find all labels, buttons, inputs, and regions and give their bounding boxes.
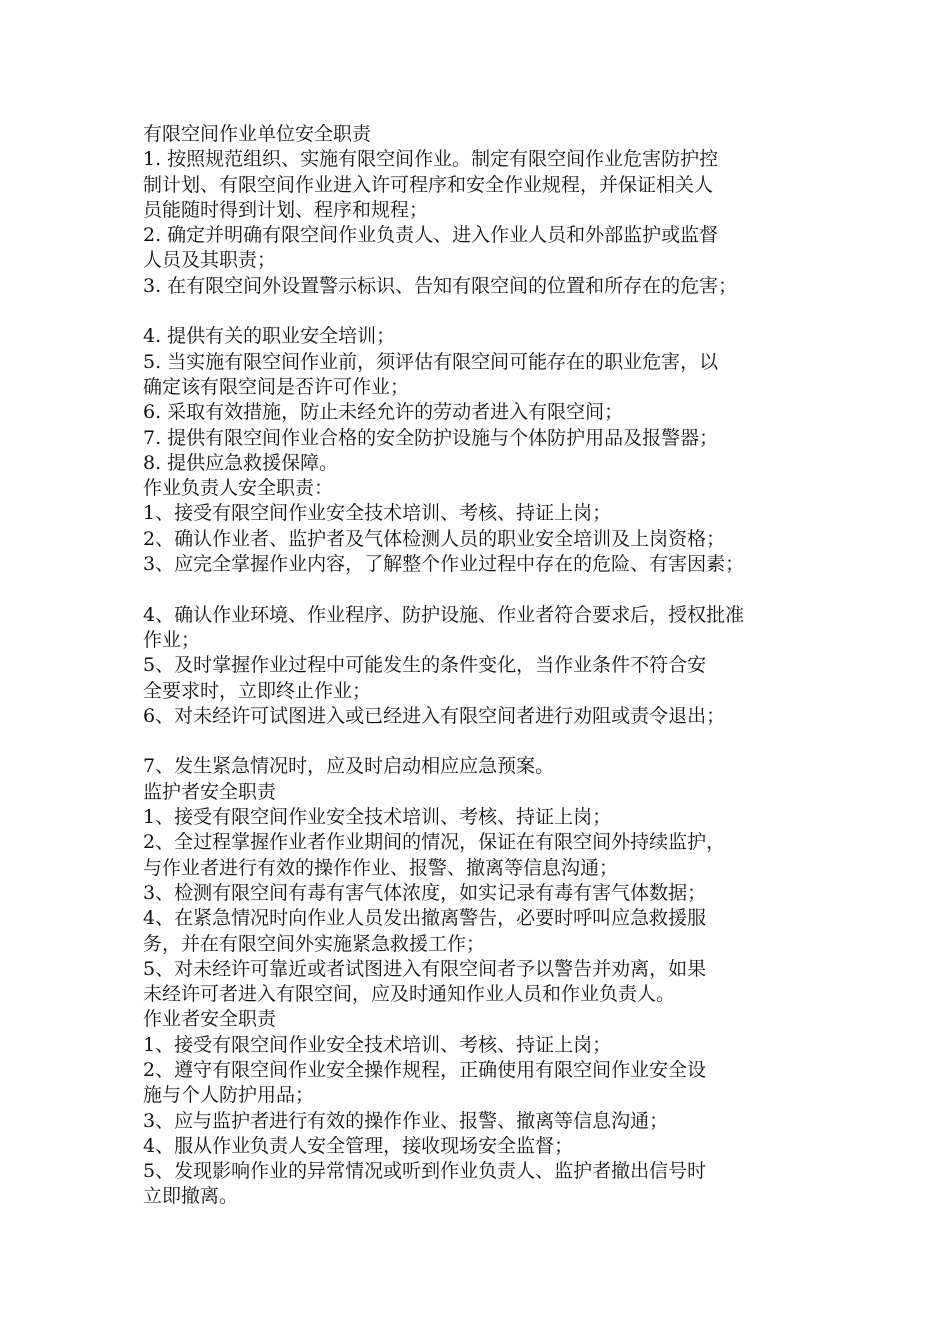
text-line: 4、确认作业环境、作业程序、防护设施、作业者符合要求后，授权批准 bbox=[143, 603, 745, 626]
text-line: 施与个人防护用品； bbox=[143, 1084, 315, 1107]
text-line: 1、接受有限空间作业安全技术培训、考核、持证上岗； bbox=[143, 502, 612, 525]
text-line: 5. 当实施有限空间作业前，须评估有限空间可能存在的职业危害，以 bbox=[143, 350, 719, 373]
text-line: 4. 提供有关的职业安全培训； bbox=[143, 325, 396, 348]
text-line: 全要求时，立即终止作业； bbox=[143, 679, 372, 702]
text-line: 4、在紧急情况时向作业人员发出撤离警告，必要时呼叫应急救援服 bbox=[143, 907, 707, 930]
blank-line bbox=[143, 729, 823, 754]
text-line: 与作业者进行有效的操作作业、报警、撤离等信息沟通； bbox=[143, 856, 619, 879]
text-line: 1、接受有限空间作业安全技术培训、考核、持证上岗； bbox=[143, 806, 612, 829]
text-line: 1、接受有限空间作业安全技术培训、考核、持证上岗； bbox=[143, 1033, 612, 1056]
section-title: 监护者安全职责 bbox=[143, 780, 277, 803]
section-title: 有限空间作业单位安全职责 bbox=[143, 123, 372, 145]
text-line: 7、发生紧急情况时，应及时启动相应应急预案。 bbox=[143, 755, 555, 778]
text-line: 人员及其职责； bbox=[143, 249, 277, 272]
text-line: 确定该有限空间是否许可作业； bbox=[143, 375, 410, 398]
text-line: 作业； bbox=[143, 628, 201, 651]
document-body bbox=[143, 122, 823, 1210]
text-line: 员能随时得到计划、程序和规程； bbox=[143, 198, 429, 221]
text-line: 务，并在有限空间外实施紧急救援工作； bbox=[143, 932, 486, 955]
text-line: 2、遵守有限空间作业安全操作规程，正确使用有限空间作业安全设 bbox=[143, 1058, 707, 1081]
text-line: 3、应完全掌握作业内容，了解整个作业过程中存在的危险、有害因素； bbox=[143, 553, 745, 576]
text-line: 6、对未经许可试图进入或已经进入有限空间者进行劝阻或责令退出； bbox=[143, 704, 726, 727]
text-line: 3、检测有限空间有毒有害气体浓度，如实记录有毒有害气体数据； bbox=[143, 881, 707, 904]
text-line: 5、及时掌握作业过程中可能发生的条件变化，当作业条件不符合安 bbox=[143, 654, 707, 677]
text-line: 1. 按照规范组织、实施有限空间作业。制定有限空间作业危害防护控 bbox=[143, 148, 719, 171]
text-line: 2、全过程掌握作业者作业期间的情况，保证在有限空间外持续监护， bbox=[143, 831, 726, 854]
text-line: 7. 提供有限空间作业合格的安全防护设施与个体防护用品及报警器； bbox=[143, 426, 719, 449]
blank-line bbox=[143, 299, 823, 324]
text-line: 2、确认作业者、监护者及气体检测人员的职业安全培训及上岗资格； bbox=[143, 527, 726, 550]
text-line: 4、服从作业负责人安全管理，接收现场安全监督； bbox=[143, 1134, 574, 1157]
text-line: 2. 确定并明确有限空间作业负责人、进入作业人员和外部监护或监督 bbox=[143, 224, 719, 247]
text-line: 5、发现影响作业的异常情况或听到作业负责人、监护者撤出信号时 bbox=[143, 1160, 707, 1183]
text-line: 6. 采取有效措施，防止未经允许的劳动者进入有限空间； bbox=[143, 401, 624, 424]
section-title: 作业者安全职责 bbox=[143, 1008, 277, 1031]
section-title: 作业负责人安全职责： bbox=[143, 477, 334, 500]
text-line: 3、应与监护者进行有效的操作作业、报警、撤离等信息沟通； bbox=[143, 1109, 669, 1132]
blank-line bbox=[143, 577, 823, 602]
text-line: 制计划、有限空间作业进入许可程序和安全作业规程，并保证相关人 bbox=[143, 173, 714, 196]
text-line: 5、对未经许可靠近或者试图进入有限空间者予以警告并劝离，如果 bbox=[143, 957, 707, 980]
text-line: 立即撤离。 bbox=[143, 1185, 239, 1208]
text-line: 3. 在有限空间外设置警示标识、告知有限空间的位置和所存在的危害； bbox=[143, 274, 738, 297]
text-line: 未经许可者进入有限空间，应及时通知作业人员和作业负责人。 bbox=[143, 983, 676, 1006]
text-line: 8. 提供应急救援保障。 bbox=[143, 451, 339, 474]
